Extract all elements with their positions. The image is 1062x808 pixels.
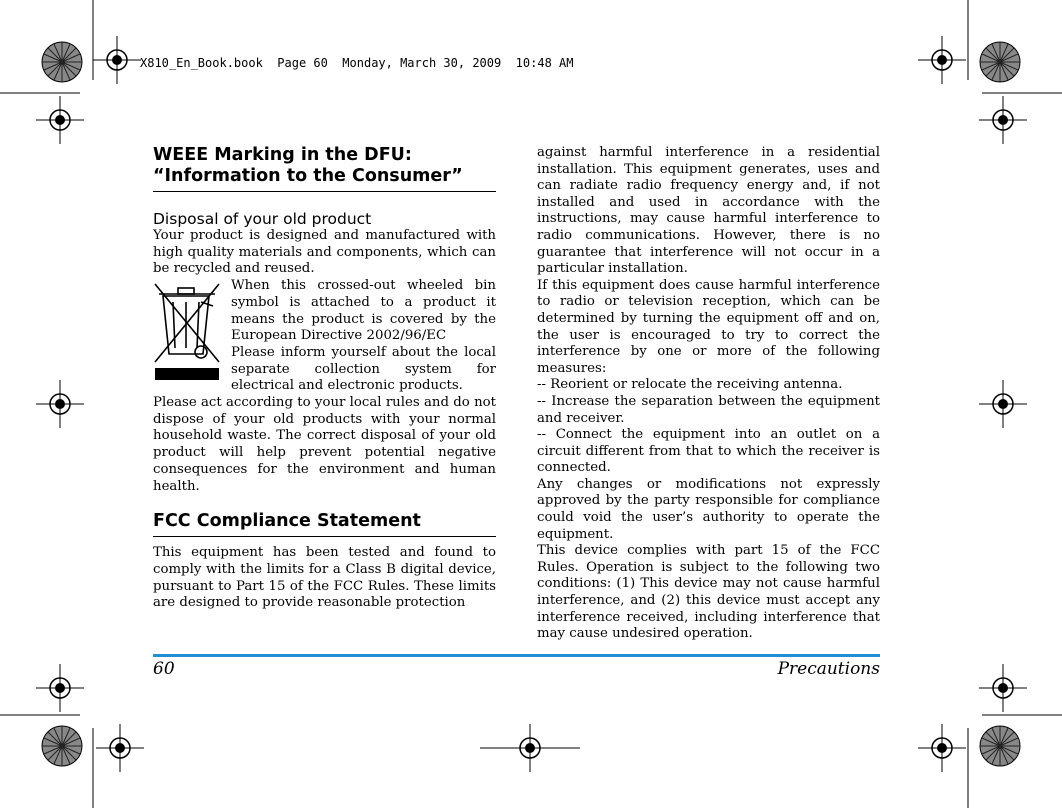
right-column: [537, 145, 880, 643]
registration-mark: [93, 36, 141, 84]
registration-mark: [36, 380, 84, 428]
fcc-paragraph-3: Any changes or modifications not expressly approved by the party responsible for compliance could void the user’s authority to operate the equipment.: [537, 476, 880, 542]
star-mark-bottom-right: [980, 726, 1020, 766]
weee-symbol-text: When this crossed-out wheeled bin symbol is attached to a product it means the product is covered by the European Directive 2002/96/EC: [231, 278, 496, 344]
star-mark-bottom-left: [42, 726, 82, 766]
weee-heading: WEEE Marking in the DFU: “Information to the Consumer”: [153, 145, 496, 192]
weee-symbol-block: [153, 278, 496, 395]
star-mark-top-right: [980, 42, 1020, 82]
fcc-paragraph-2: If this equipment does cause harmful interference to radio or television reception, which can be determined by turning the equipment off and on, the user is encouraged to try to correct the interference by one or more of the following measures:: [537, 277, 880, 376]
registration-mark: [96, 724, 144, 772]
left-column: [153, 145, 496, 612]
registration-mark: [918, 36, 966, 84]
print-header: X810_En_Book.book Page 60 Monday, March 30, 2009 10:48 AM: [140, 56, 574, 70]
page-number: 60: [153, 659, 175, 679]
registration-mark: [979, 96, 1027, 144]
registration-mark: [979, 380, 1027, 428]
weee-intro: Your product is designed and manufactured with high quality materials and components, which can be recycled and reused.: [153, 228, 496, 277]
fcc-measure-1: -- Reorient or relocate the receiving antenna.: [537, 377, 843, 393]
crossed-out-wheeled-bin-icon: [153, 278, 231, 395]
fcc-paragraph-1-continued: against harmful interference in a residential installation. This equipment generates, uses and can radiate radio frequency energy and, if not installed and used in accordance with the instructions, may cause harmful interference to radio communications. However, there is no guarantee that interference will not occur in a particular installation.: [537, 145, 880, 277]
star-mark-top-left: [42, 42, 82, 82]
fcc-measure-2: -- Increase the separation between the equipment and receiver.: [537, 393, 880, 426]
registration-mark: [36, 664, 84, 712]
fcc-paragraph-4: This device complies with part 15 of the FCC Rules. Operation is subject to the following two conditions: (1) This device may not cause harmful interference, and (2) this device must accept any interference received, including interference that may cause undesired operation.: [537, 543, 880, 642]
weee-inform-text: Please inform yourself about the local separate collection system for electrical and electronic products.: [231, 344, 496, 394]
fcc-measure-3: -- Connect the equipment into an outlet on a circuit different from that to which the receiver is connected.: [537, 427, 880, 476]
registration-mark: [979, 664, 1027, 712]
fcc-heading: FCC Compliance Statement: [153, 511, 496, 537]
section-title: Precautions: [777, 659, 880, 679]
disposal-subheading: Disposal of your old product: [153, 210, 372, 228]
registration-mark: [918, 724, 966, 772]
fcc-paragraph-1: This equipment has been tested and found to comply with the limits for a Class B digital device, pursuant to Part 15 of the FCC Rules. These limits are designed to provide reasonable protection: [153, 545, 496, 611]
registration-mark: [36, 96, 84, 144]
footer-rule: [153, 654, 880, 657]
weee-act-text: Please act according to your local rules and do not dispose of your old products with your normal household waste. The correct disposal of your old product will help prevent potential negative consequences for the environment and human health.: [153, 395, 496, 494]
